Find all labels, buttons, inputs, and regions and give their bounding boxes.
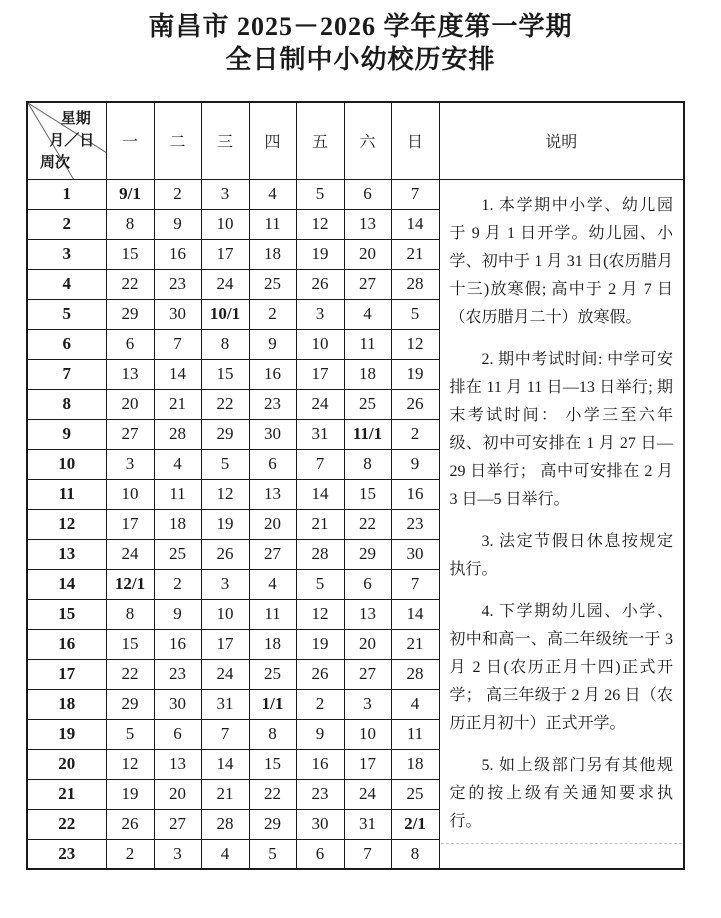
date-cell: 30 bbox=[296, 809, 344, 839]
week-number-cell: 3 bbox=[27, 239, 106, 269]
date-cell: 4 bbox=[344, 299, 391, 329]
date-cell: 15 bbox=[249, 749, 296, 779]
date-cell: 11 bbox=[344, 329, 391, 359]
day-header-mon: 一 bbox=[106, 102, 154, 179]
date-cell: 25 bbox=[344, 389, 391, 419]
date-cell: 25 bbox=[391, 779, 439, 809]
date-cell: 20 bbox=[344, 629, 391, 659]
date-cell: 5 bbox=[391, 299, 439, 329]
calendar-table bbox=[26, 101, 685, 870]
date-cell: 24 bbox=[201, 659, 249, 689]
date-cell: 13 bbox=[344, 599, 391, 629]
week-number-cell: 11 bbox=[27, 479, 106, 509]
date-cell: 12 bbox=[106, 749, 154, 779]
date-cell: 26 bbox=[106, 809, 154, 839]
date-cell: 17 bbox=[296, 359, 344, 389]
date-cell: 10 bbox=[201, 209, 249, 239]
day-header-tue: 二 bbox=[154, 102, 201, 179]
date-cell: 5 bbox=[296, 179, 344, 209]
date-cell: 31 bbox=[201, 689, 249, 719]
date-cell: 2 bbox=[296, 689, 344, 719]
date-cell: 29 bbox=[106, 299, 154, 329]
date-cell: 23 bbox=[391, 509, 439, 539]
date-cell: 27 bbox=[249, 539, 296, 569]
date-cell: 3 bbox=[344, 689, 391, 719]
date-cell: 18 bbox=[391, 749, 439, 779]
date-cell: 3 bbox=[106, 449, 154, 479]
day-header-fri: 五 bbox=[296, 102, 344, 179]
date-cell: 17 bbox=[201, 629, 249, 659]
date-cell: 8 bbox=[249, 719, 296, 749]
date-cell: 18 bbox=[249, 239, 296, 269]
note-paragraph: 1. 本学期中小学、幼儿园于 9 月 1 日开学。幼儿园、小学、初中于 1 月 31 日(农历腊月十三)放寒假; 高中于 2 月 7 日（农历腊月二十）放寒假。 bbox=[449, 196, 673, 326]
date-cell: 18 bbox=[154, 509, 201, 539]
date-cell: 16 bbox=[249, 359, 296, 389]
date-cell: 2 bbox=[154, 569, 201, 599]
month-start-cell: 2/1 bbox=[391, 809, 439, 839]
date-cell: 2 bbox=[249, 299, 296, 329]
date-cell: 19 bbox=[106, 779, 154, 809]
notes-cell bbox=[439, 179, 684, 869]
date-cell: 22 bbox=[106, 269, 154, 299]
date-cell: 7 bbox=[201, 719, 249, 749]
date-cell: 20 bbox=[106, 389, 154, 419]
month-start-cell: 10/1 bbox=[201, 299, 249, 329]
date-cell: 24 bbox=[106, 539, 154, 569]
date-cell: 31 bbox=[344, 809, 391, 839]
date-cell: 3 bbox=[201, 569, 249, 599]
date-cell: 10 bbox=[106, 479, 154, 509]
date-cell: 3 bbox=[201, 179, 249, 209]
date-cell: 17 bbox=[344, 749, 391, 779]
week-number-cell: 22 bbox=[27, 809, 106, 839]
corner-label-week-number: 周次 bbox=[40, 155, 71, 171]
date-cell: 29 bbox=[249, 809, 296, 839]
week-number-cell: 20 bbox=[27, 749, 106, 779]
date-cell: 23 bbox=[154, 269, 201, 299]
date-cell: 4 bbox=[249, 569, 296, 599]
date-cell: 25 bbox=[154, 539, 201, 569]
date-cell: 27 bbox=[344, 659, 391, 689]
date-cell: 22 bbox=[344, 509, 391, 539]
date-cell: 26 bbox=[391, 389, 439, 419]
date-cell: 4 bbox=[154, 449, 201, 479]
month-start-cell: 1/1 bbox=[249, 689, 296, 719]
date-cell: 4 bbox=[201, 839, 249, 869]
date-cell: 27 bbox=[106, 419, 154, 449]
date-cell: 10 bbox=[296, 329, 344, 359]
note-paragraph: 4. 下学期幼儿园、小学、初中和高一、高二年级统一于 3 月 2 日(农历正月十四)正式开学； 高三年级于 2 月 26 日（农历正月初十）正式开学。 bbox=[449, 602, 673, 732]
date-cell: 14 bbox=[201, 749, 249, 779]
date-cell: 4 bbox=[249, 179, 296, 209]
date-cell: 23 bbox=[249, 389, 296, 419]
date-cell: 19 bbox=[201, 509, 249, 539]
date-cell: 20 bbox=[249, 509, 296, 539]
week-number-cell: 2 bbox=[27, 209, 106, 239]
date-cell: 29 bbox=[201, 419, 249, 449]
date-cell: 30 bbox=[154, 299, 201, 329]
week-number-cell: 1 bbox=[27, 179, 106, 209]
date-cell: 26 bbox=[296, 269, 344, 299]
date-cell: 13 bbox=[249, 479, 296, 509]
week-number-cell: 9 bbox=[27, 419, 106, 449]
date-cell: 29 bbox=[344, 539, 391, 569]
week-number-cell: 17 bbox=[27, 659, 106, 689]
date-cell: 7 bbox=[344, 839, 391, 869]
week-number-cell: 16 bbox=[27, 629, 106, 659]
date-cell: 28 bbox=[154, 419, 201, 449]
date-cell: 28 bbox=[296, 539, 344, 569]
date-cell: 14 bbox=[296, 479, 344, 509]
week-number-cell: 12 bbox=[27, 509, 106, 539]
date-cell: 5 bbox=[201, 449, 249, 479]
date-cell: 8 bbox=[391, 839, 439, 869]
week-number-cell: 4 bbox=[27, 269, 106, 299]
date-cell: 15 bbox=[344, 479, 391, 509]
date-cell: 22 bbox=[249, 779, 296, 809]
date-cell: 12 bbox=[391, 329, 439, 359]
date-cell: 13 bbox=[106, 359, 154, 389]
date-cell: 16 bbox=[296, 749, 344, 779]
date-cell: 31 bbox=[296, 419, 344, 449]
title-line-2: 全日制中小幼校历安排 bbox=[225, 45, 496, 74]
date-cell: 6 bbox=[106, 329, 154, 359]
date-cell: 6 bbox=[344, 569, 391, 599]
date-cell: 5 bbox=[249, 839, 296, 869]
date-cell: 24 bbox=[296, 389, 344, 419]
page-break-dashed-line bbox=[441, 843, 683, 844]
date-cell: 7 bbox=[391, 569, 439, 599]
week-number-cell: 23 bbox=[27, 839, 106, 869]
date-cell: 14 bbox=[391, 599, 439, 629]
date-cell: 2 bbox=[106, 839, 154, 869]
date-cell: 8 bbox=[106, 599, 154, 629]
date-cell: 20 bbox=[154, 779, 201, 809]
date-cell: 24 bbox=[344, 779, 391, 809]
date-cell: 30 bbox=[391, 539, 439, 569]
date-cell: 30 bbox=[154, 689, 201, 719]
week-number-cell: 7 bbox=[27, 359, 106, 389]
week-number-cell: 21 bbox=[27, 779, 106, 809]
document-title bbox=[0, 0, 721, 76]
date-cell: 27 bbox=[344, 269, 391, 299]
date-cell: 6 bbox=[249, 449, 296, 479]
date-cell: 21 bbox=[391, 629, 439, 659]
day-header-sun: 日 bbox=[391, 102, 439, 179]
date-cell: 12 bbox=[296, 599, 344, 629]
date-cell: 28 bbox=[201, 809, 249, 839]
date-cell: 20 bbox=[344, 239, 391, 269]
date-cell: 7 bbox=[296, 449, 344, 479]
date-cell: 3 bbox=[296, 299, 344, 329]
date-cell: 3 bbox=[154, 839, 201, 869]
corner-header-cell bbox=[27, 102, 106, 179]
note-paragraph: 5. 如上级部门另有其他规定的按上级有关通知要求执行。 bbox=[449, 756, 673, 830]
date-cell: 7 bbox=[154, 329, 201, 359]
date-cell: 8 bbox=[344, 449, 391, 479]
date-cell: 19 bbox=[296, 629, 344, 659]
date-cell: 21 bbox=[154, 389, 201, 419]
header-row bbox=[27, 102, 684, 179]
date-cell: 26 bbox=[201, 539, 249, 569]
date-cell: 16 bbox=[391, 479, 439, 509]
week-number-cell: 13 bbox=[27, 539, 106, 569]
date-cell: 25 bbox=[249, 269, 296, 299]
note-paragraph: 2. 期中考试时间: 中学可安排在 11 月 11 日—13 日举行; 期末考试时间： 小学三至六年级、初中可安排在 1 月 27 日—29 日举行； 高中可安排在 2 月 3 日—5 日举行。 bbox=[449, 350, 673, 508]
date-cell: 19 bbox=[296, 239, 344, 269]
date-cell: 16 bbox=[154, 239, 201, 269]
date-cell: 29 bbox=[106, 689, 154, 719]
date-cell: 9 bbox=[296, 719, 344, 749]
date-cell: 12 bbox=[201, 479, 249, 509]
date-cell: 14 bbox=[154, 359, 201, 389]
week-number-cell: 14 bbox=[27, 569, 106, 599]
date-cell: 13 bbox=[154, 749, 201, 779]
date-cell: 15 bbox=[106, 629, 154, 659]
corner-label-month-day: 月／日 bbox=[49, 133, 95, 149]
day-header-sat: 六 bbox=[344, 102, 391, 179]
date-cell: 13 bbox=[344, 209, 391, 239]
date-cell: 11 bbox=[249, 599, 296, 629]
date-cell: 5 bbox=[296, 569, 344, 599]
date-cell: 10 bbox=[344, 719, 391, 749]
date-cell: 2 bbox=[391, 419, 439, 449]
week-number-cell: 5 bbox=[27, 299, 106, 329]
date-cell: 6 bbox=[154, 719, 201, 749]
note-paragraph: 3. 法定节假日休息按规定执行。 bbox=[449, 532, 673, 578]
date-cell: 6 bbox=[344, 179, 391, 209]
date-cell: 4 bbox=[391, 689, 439, 719]
date-cell: 11 bbox=[249, 209, 296, 239]
date-cell: 9 bbox=[154, 599, 201, 629]
date-cell: 10 bbox=[201, 599, 249, 629]
date-cell: 27 bbox=[154, 809, 201, 839]
date-cell: 28 bbox=[391, 659, 439, 689]
date-cell: 9 bbox=[154, 209, 201, 239]
date-cell: 21 bbox=[201, 779, 249, 809]
date-cell: 21 bbox=[391, 239, 439, 269]
date-cell: 24 bbox=[201, 269, 249, 299]
date-cell: 9 bbox=[391, 449, 439, 479]
date-cell: 17 bbox=[201, 239, 249, 269]
title-line-1: 南昌市 2025－2026 学年度第一学期 bbox=[148, 12, 573, 41]
date-cell: 21 bbox=[296, 509, 344, 539]
date-cell: 11 bbox=[154, 479, 201, 509]
date-cell: 28 bbox=[391, 269, 439, 299]
date-cell: 30 bbox=[249, 419, 296, 449]
date-cell: 12 bbox=[296, 209, 344, 239]
date-cell: 9 bbox=[249, 329, 296, 359]
date-cell: 8 bbox=[106, 209, 154, 239]
month-start-cell: 9/1 bbox=[106, 179, 154, 209]
date-cell: 7 bbox=[391, 179, 439, 209]
date-cell: 22 bbox=[106, 659, 154, 689]
date-cell: 25 bbox=[249, 659, 296, 689]
date-cell: 15 bbox=[201, 359, 249, 389]
date-cell: 17 bbox=[106, 509, 154, 539]
date-cell: 15 bbox=[106, 239, 154, 269]
date-cell: 14 bbox=[391, 209, 439, 239]
date-cell: 6 bbox=[296, 839, 344, 869]
date-cell: 5 bbox=[106, 719, 154, 749]
month-start-cell: 11/1 bbox=[344, 419, 391, 449]
week-number-cell: 15 bbox=[27, 599, 106, 629]
date-cell: 23 bbox=[296, 779, 344, 809]
date-cell: 26 bbox=[296, 659, 344, 689]
date-cell: 8 bbox=[201, 329, 249, 359]
notes-header: 说明 bbox=[439, 102, 684, 179]
week-number-cell: 10 bbox=[27, 449, 106, 479]
corner-label-weekday: 星期 bbox=[60, 111, 91, 127]
date-cell: 23 bbox=[154, 659, 201, 689]
date-cell: 16 bbox=[154, 629, 201, 659]
date-cell: 11 bbox=[391, 719, 439, 749]
date-cell: 18 bbox=[249, 629, 296, 659]
week-number-cell: 18 bbox=[27, 689, 106, 719]
day-header-thu: 四 bbox=[249, 102, 296, 179]
date-cell: 18 bbox=[344, 359, 391, 389]
date-cell: 22 bbox=[201, 389, 249, 419]
table-row bbox=[27, 179, 684, 209]
week-number-cell: 8 bbox=[27, 389, 106, 419]
date-cell: 2 bbox=[154, 179, 201, 209]
week-number-cell: 6 bbox=[27, 329, 106, 359]
day-header-wed: 三 bbox=[201, 102, 249, 179]
month-start-cell: 12/1 bbox=[106, 569, 154, 599]
date-cell: 19 bbox=[391, 359, 439, 389]
week-number-cell: 19 bbox=[27, 719, 106, 749]
